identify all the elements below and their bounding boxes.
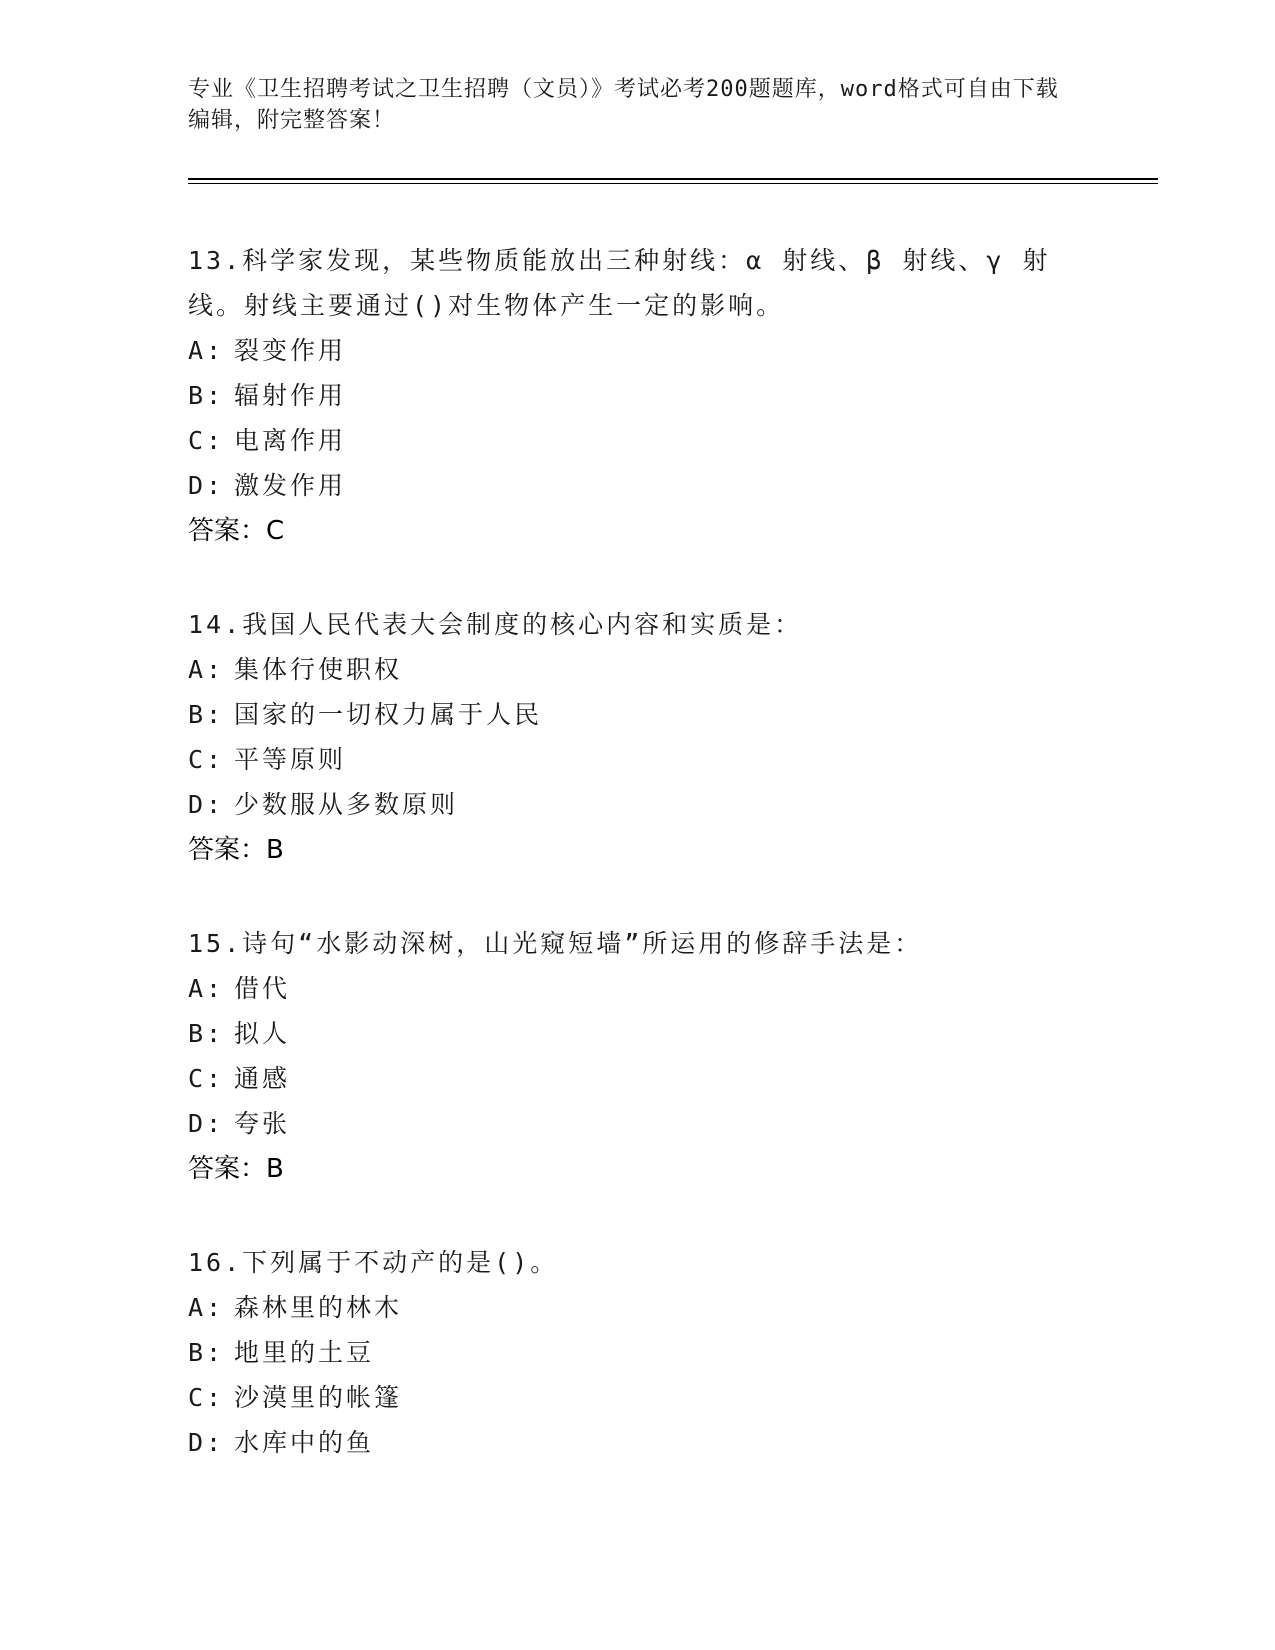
- answer-line: 答案：C: [188, 516, 285, 546]
- option-text: 平等原则: [234, 745, 347, 774]
- question-stem: 16.下列属于不动产的是()。: [188, 1248, 559, 1277]
- option-text: 森林里的林木: [234, 1293, 403, 1322]
- option-text: 少数服从多数原则: [234, 790, 459, 819]
- option-c: [188, 737, 1068, 782]
- option-d: [188, 1101, 1068, 1146]
- option-key: C:: [188, 1064, 225, 1093]
- option-c: [188, 1375, 1068, 1420]
- option-a: [188, 1285, 1068, 1330]
- option-key: A:: [188, 1293, 225, 1322]
- question-stem: 13.科学家发现，某些物质能放出三种射线：α 射线、β 射线、γ 射线。射线主要通过()对生物体产生一定的影响。: [188, 246, 1051, 320]
- option-text: 国家的一切权力属于人民: [234, 700, 543, 729]
- header-divider-thin: [188, 183, 1158, 184]
- document-header: 专业《卫生招聘考试之卫生招聘（文员）》考试必考200题题库，word格式可自由下载编辑，附完整答案！: [188, 77, 1059, 133]
- option-key: B:: [188, 1338, 225, 1367]
- option-b: [188, 692, 1068, 737]
- option-b: [188, 1330, 1068, 1375]
- option-key: C:: [188, 1383, 225, 1412]
- question-stem: 15.诗句“水影动深树，山光窥短墙”所运用的修辞手法是：: [188, 929, 923, 958]
- question-16: [188, 1240, 1068, 1465]
- option-text: 辐射作用: [234, 381, 347, 410]
- header-divider-thick: [188, 178, 1158, 180]
- option-text: 拟人: [234, 1019, 291, 1048]
- answer-line: 答案：B: [188, 835, 284, 865]
- option-a: [188, 966, 1068, 1011]
- option-key: D:: [188, 1428, 225, 1457]
- option-text: 沙漠里的帐篷: [234, 1383, 403, 1412]
- option-text: 夸张: [234, 1109, 291, 1138]
- option-key: B:: [188, 700, 225, 729]
- option-d: [188, 463, 1068, 508]
- option-c: [188, 418, 1068, 463]
- option-d: [188, 782, 1068, 827]
- option-text: 地里的土豆: [234, 1338, 375, 1367]
- option-a: [188, 328, 1068, 373]
- option-text: 电离作用: [234, 426, 347, 455]
- question-stem: 14.我国人民代表大会制度的核心内容和实质是：: [188, 610, 803, 639]
- question-13: [188, 238, 1068, 554]
- question-14: [188, 602, 1068, 873]
- option-key: D:: [188, 471, 225, 500]
- option-key: B:: [188, 1019, 225, 1048]
- option-a: [188, 647, 1068, 692]
- option-key: D:: [188, 1109, 225, 1138]
- option-key: C:: [188, 426, 225, 455]
- option-d: [188, 1420, 1068, 1465]
- option-text: 借代: [234, 974, 291, 1003]
- option-key: A:: [188, 655, 225, 684]
- option-key: C:: [188, 745, 225, 774]
- option-text: 通感: [234, 1064, 291, 1093]
- option-text: 水库中的鱼: [234, 1428, 375, 1457]
- question-15: [188, 921, 1068, 1192]
- option-key: A:: [188, 974, 225, 1003]
- answer-line: 答案：B: [188, 1154, 284, 1184]
- option-c: [188, 1056, 1068, 1101]
- option-text: 激发作用: [234, 471, 347, 500]
- question-list: [188, 238, 1068, 1513]
- option-key: A:: [188, 336, 225, 365]
- option-b: [188, 1011, 1068, 1056]
- option-b: [188, 373, 1068, 418]
- option-text: 集体行使职权: [234, 655, 403, 684]
- option-key: B:: [188, 381, 225, 410]
- option-key: D:: [188, 790, 225, 819]
- option-text: 裂变作用: [234, 336, 347, 365]
